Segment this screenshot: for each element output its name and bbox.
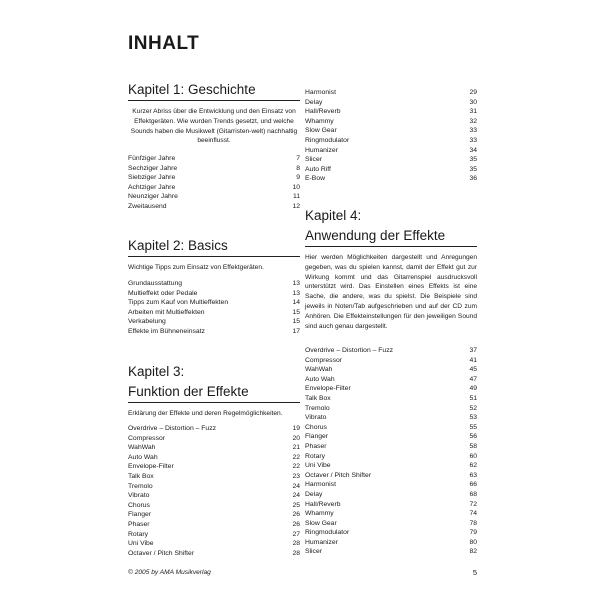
toc-entry-title: Chorus — [128, 501, 150, 509]
toc-entry — [305, 136, 477, 146]
toc-entry — [305, 461, 477, 471]
toc-entry — [128, 539, 300, 549]
toc-entry — [305, 413, 477, 423]
toc-entry — [305, 98, 477, 108]
toc-entry — [305, 471, 477, 481]
toc-entry — [305, 117, 477, 127]
toc-entry-page: 62 — [469, 462, 477, 470]
toc-entry — [305, 528, 477, 538]
toc-entry-page: 63 — [469, 471, 477, 479]
toc-entry — [128, 424, 300, 434]
toc-entry-page: 68 — [469, 490, 477, 498]
toc-entry-title: Auto Wah — [128, 453, 158, 461]
toc-entry-page: 52 — [469, 404, 477, 412]
toc-entry-page: 8 — [296, 164, 300, 172]
toc-entry-page: 19 — [292, 425, 300, 432]
toc-entry — [128, 520, 300, 530]
toc-entry-page: 11 — [292, 193, 300, 201]
toc-entry — [128, 173, 300, 183]
toc-entry — [305, 442, 477, 452]
toc-entry — [128, 549, 300, 559]
toc-entry — [305, 480, 477, 490]
toc-entry-title: Rotary — [305, 452, 326, 460]
toc-entry — [128, 202, 300, 212]
toc-entry-title: Zweitausend — [128, 202, 167, 210]
toc-entry-title: Vibrato — [305, 414, 327, 422]
toc-entry-page: 31 — [469, 108, 477, 116]
toc-entry — [305, 547, 477, 557]
toc-entry-title: Chorus — [305, 423, 327, 431]
toc-entry-title: Tremolo — [128, 482, 153, 490]
toc-entry-title: Overdrive – Distortion – Fuzz — [305, 347, 394, 354]
toc-entry-page: 36 — [469, 175, 477, 183]
toc-entry — [128, 183, 300, 193]
toc-entry-title: Compressor — [128, 434, 166, 442]
chapter-2-intro: Wichtige Tipps zum Einsatz von Effektgeräten. — [128, 264, 264, 271]
chapter-2-heading — [128, 236, 300, 258]
toc-entry-page: 7 — [296, 155, 300, 162]
toc-entry — [305, 423, 477, 433]
toc-entry-title: Talk Box — [128, 472, 154, 480]
toc-entry-title: Arbeiten mit Multieffekten — [128, 308, 205, 316]
toc-entry-page: 21 — [292, 444, 300, 452]
toc-entry-page: 10 — [292, 183, 300, 191]
toc-entry — [128, 501, 300, 511]
toc-entry-title: Humanizer — [305, 538, 338, 546]
toc-entry — [305, 490, 477, 500]
toc-entry-page: 9 — [296, 174, 300, 182]
toc-entry-title: Rotary — [128, 530, 149, 538]
chapter-3-list — [128, 424, 300, 558]
toc-entry-title: Flanger — [128, 511, 152, 519]
toc-entry-title: Harmonist — [305, 481, 336, 489]
toc-entry-title: Envelope-Filter — [305, 385, 351, 393]
toc-entry-title: Whammy — [305, 510, 334, 518]
toc-entry-page: 13 — [292, 289, 300, 297]
toc-entry-page: 41 — [469, 356, 477, 364]
toc-entry-title: Octaver / Pitch Shifter — [128, 549, 195, 557]
toc-entry — [305, 365, 477, 375]
chapter-3-list-continued — [305, 88, 477, 184]
toc-entry-page: 72 — [469, 500, 477, 508]
toc-entry-title: Uni Vibe — [305, 462, 331, 470]
toc-entry-page: 20 — [292, 434, 300, 442]
toc-entry — [305, 155, 477, 165]
toc-entry — [128, 164, 300, 174]
toc-entry-title: Neunziger Jahre — [128, 193, 178, 201]
toc-entry — [305, 146, 477, 156]
toc-entry-page: 58 — [469, 442, 477, 450]
toc-entry-title: Talk Box — [305, 394, 331, 402]
toc-entry-title: Fünfziger Jahre — [128, 155, 176, 162]
chapter-2-list — [128, 279, 300, 337]
toc-entry-page: 33 — [469, 127, 477, 135]
toc-entry-title: Multieffekt oder Pedale — [128, 289, 198, 297]
toc-entry-page: 35 — [469, 156, 477, 164]
toc-entry — [128, 279, 300, 289]
chapter-4-intro: Hier werden Möglichkeiten dargestellt und Anregungen gegeben, was du spielen kannst, damit der Effekt gut zur Wirkung kommt und das Gitarrenspiel ausdrucksvoll unterstützt wird. Das Einstellen eines Effekts ist eine Sache, die andere, was du spielst. Die Beispiele sind jeweils in Noten/Tab aufgeschrieben und auf der CD zum Anhören. Die Effekteinstellungen für den jeweiligen Sound sind auch genau dargestellt. — [305, 254, 477, 330]
page-number: 5 — [472, 568, 477, 577]
toc-entry — [128, 434, 300, 444]
toc-entry — [128, 443, 300, 453]
toc-entry-page: 27 — [292, 530, 300, 538]
toc-entry-title: Phaser — [305, 442, 327, 450]
toc-entry-title: Envelope-Filter — [128, 463, 174, 471]
toc-entry-page: 25 — [292, 501, 300, 509]
toc-entry-title: Slow Gear — [305, 519, 337, 527]
chapter-3-heading — [128, 362, 300, 404]
chapter-heading-line: Kapitel 2: Basics — [128, 236, 300, 257]
toc-entry-title: WahWah — [128, 444, 156, 452]
toc-entry — [305, 394, 477, 404]
toc-entry-title: Flanger — [305, 433, 329, 441]
page-title: INHALT — [128, 33, 200, 54]
chapter-heading-line: Funktion der Effekte — [128, 382, 300, 403]
toc-entry-page: 29 — [469, 89, 477, 96]
toc-entry-title: Grundausstattung — [128, 280, 183, 287]
toc-entry — [128, 462, 300, 472]
toc-entry — [128, 530, 300, 540]
toc-entry-page: 82 — [469, 548, 477, 556]
toc-entry — [128, 510, 300, 520]
toc-entry — [305, 174, 477, 184]
toc-entry-page: 33 — [469, 136, 477, 144]
toc-entry-page: 35 — [469, 165, 477, 173]
toc-entry — [128, 308, 300, 318]
toc-entry — [305, 88, 477, 98]
toc-entry-title: Auto Riff — [305, 165, 331, 173]
toc-entry-title: Effekte im Bühneneinsatz — [128, 327, 205, 335]
toc-entry-page: 51 — [469, 394, 477, 402]
toc-entry-page: 56 — [469, 433, 477, 441]
toc-entry-page: 66 — [469, 481, 477, 489]
toc-entry — [305, 165, 477, 175]
toc-entry — [128, 154, 300, 164]
toc-entry-title: Phaser — [128, 520, 150, 528]
chapter-heading-line: Anwendung der Effekte — [305, 226, 477, 247]
toc-entry — [305, 519, 477, 529]
toc-entry-title: Slicer — [305, 156, 322, 164]
toc-entry-page: 32 — [469, 117, 477, 125]
toc-entry-page: 55 — [469, 423, 477, 431]
toc-entry-page: 30 — [469, 98, 477, 106]
toc-entry-page: 28 — [292, 540, 300, 548]
toc-entry-title: Auto Wah — [305, 375, 335, 383]
toc-entry-page: 22 — [292, 453, 300, 461]
chapter-heading-line: Kapitel 3: — [128, 364, 185, 379]
toc-entry — [305, 107, 477, 117]
chapter-1-list — [128, 154, 300, 212]
chapter-3-intro: Erklärung der Effekte und deren Regelmöglichkeiten. — [128, 410, 283, 417]
toc-entry-title: Delay — [305, 490, 323, 498]
toc-entry-title: Hall/Reverb — [305, 108, 341, 116]
toc-entry-title: Harmonist — [305, 89, 336, 96]
toc-entry-page: 37 — [469, 347, 477, 354]
toc-entry — [128, 482, 300, 492]
toc-entry-title: Verkabelung — [128, 318, 166, 326]
chapter-4-heading — [305, 206, 477, 248]
toc-entry — [128, 289, 300, 299]
chapter-1-intro: Kurzer Abriss über die Entwicklung und den Einsatz von Effektgeräten. Wie wurden Trends gesetzt, und welche Sounds haben die Musikwelt (Gitarristen-welt) nachhaltig beeinflusst. — [130, 108, 298, 145]
toc-entry-page: 53 — [469, 414, 477, 422]
toc-entry — [128, 472, 300, 482]
toc-entry — [128, 453, 300, 463]
toc-entry-title: WahWah — [305, 366, 333, 374]
toc-entry-title: Vibrato — [128, 492, 150, 500]
toc-entry-page: 13 — [292, 280, 300, 287]
toc-entry-page: 49 — [469, 385, 477, 393]
toc-entry — [305, 452, 477, 462]
toc-entry-title: Slow Gear — [305, 127, 337, 135]
toc-entry-title: Sechziger Jahre — [128, 164, 178, 172]
toc-entry-title: Ringmodulator — [305, 529, 350, 537]
toc-entry — [128, 327, 300, 337]
toc-entry-title: Compressor — [305, 356, 343, 364]
toc-entry-title: Siebziger Jahre — [128, 174, 176, 182]
toc-entry — [128, 192, 300, 202]
toc-entry — [305, 500, 477, 510]
toc-entry-page: 24 — [292, 492, 300, 500]
toc-entry — [305, 375, 477, 385]
toc-entry — [128, 298, 300, 308]
toc-entry — [305, 404, 477, 414]
toc-entry-page: 28 — [292, 549, 300, 557]
toc-entry — [305, 538, 477, 548]
toc-entry-page: 45 — [469, 366, 477, 374]
toc-entry-title: Slicer — [305, 548, 322, 556]
chapter-1-heading — [128, 80, 300, 102]
toc-entry — [305, 384, 477, 394]
toc-entry-title: Achtziger Jahre — [128, 183, 176, 191]
toc-entry-page: 12 — [292, 202, 300, 210]
toc-entry-page: 17 — [292, 327, 300, 335]
toc-entry-page: 26 — [292, 520, 300, 528]
toc-entry-page: 80 — [469, 538, 477, 546]
toc-entry-page: 23 — [292, 472, 300, 480]
toc-entry-title: Tremolo — [305, 404, 330, 412]
toc-entry-title: Uni Vibe — [128, 540, 154, 548]
toc-entry-title: Octaver / Pitch Shifter — [305, 471, 372, 479]
toc-entry-title: Delay — [305, 98, 323, 106]
chapter-heading-line: Kapitel 4: — [305, 208, 362, 223]
copyright-notice: © 2005 by AMA Musikverlag — [128, 569, 211, 576]
toc-entry-title: Humanizer — [305, 146, 338, 154]
toc-entry-page: 74 — [469, 510, 477, 518]
toc-entry-page: 79 — [469, 529, 477, 537]
toc-entry-page: 26 — [292, 511, 300, 519]
toc-entry — [128, 491, 300, 501]
toc-entry — [305, 356, 477, 366]
toc-entry-title: E-Bow — [305, 175, 326, 183]
toc-entry-title: Tipps zum Kauf von Multieffekten — [128, 299, 229, 307]
toc-entry — [305, 509, 477, 519]
toc-entry-page: 22 — [292, 463, 300, 471]
toc-entry-title: Ringmodulator — [305, 136, 350, 144]
chapter-4-list — [305, 346, 477, 557]
toc-entry — [305, 346, 477, 356]
toc-entry-page: 34 — [469, 146, 477, 154]
toc-entry-page: 60 — [469, 452, 477, 460]
toc-entry-title: Hall/Reverb — [305, 500, 341, 508]
toc-entry-title: Overdrive – Distortion – Fuzz — [128, 425, 217, 432]
toc-entry-page: 15 — [292, 318, 300, 326]
toc-entry-title: Whammy — [305, 117, 334, 125]
toc-entry-page: 24 — [292, 482, 300, 490]
toc-entry — [305, 126, 477, 136]
toc-entry — [128, 317, 300, 327]
toc-entry-page: 14 — [292, 299, 300, 307]
toc-entry-page: 78 — [469, 519, 477, 527]
toc-entry-page: 47 — [469, 375, 477, 383]
toc-entry — [305, 432, 477, 442]
chapter-heading-line: Kapitel 1: Geschichte — [128, 80, 300, 101]
toc-entry-page: 15 — [292, 308, 300, 316]
